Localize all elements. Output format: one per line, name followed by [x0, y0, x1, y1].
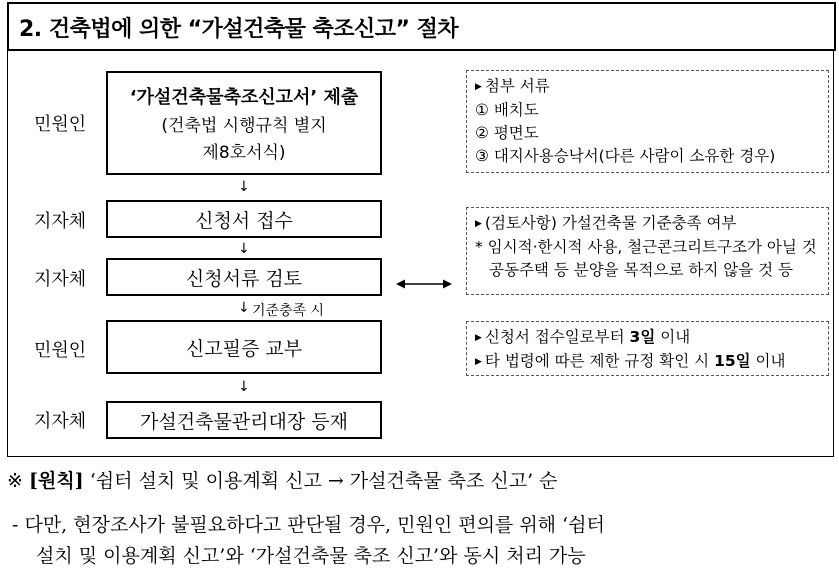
note-review-line-2: 공동주택 등 분양을 목적으로 하지 않을 것 등 [489, 261, 794, 279]
step-register-label: 가설건축물관리대장 등재 [140, 410, 348, 433]
step-receive-application [106, 200, 382, 238]
note-attachments-heading: 첨부 서류 [484, 77, 550, 95]
title-box [7, 2, 836, 51]
principle-label: [원칙] [28, 470, 84, 492]
step-submit-title: ‘가설건축물축조신고서’ 제출 [129, 87, 359, 108]
down-arrow-2: ↓ [238, 241, 250, 257]
deadline-2-prefix: 타 법령에 따른 제한 규정 확인 시 [484, 352, 715, 370]
note-review-heading: (검토사항) 가설건축물 기준충족 여부 [484, 214, 737, 232]
actor-label-applicant-1: 민원인 [34, 114, 87, 135]
double-arrow-icon [396, 277, 452, 291]
note-attachments-heading-row [475, 75, 820, 99]
step-submit-law-ref: (건축법 시행규칙 별지 [161, 116, 327, 136]
step-review-label: 신청서류 검토 [185, 267, 303, 290]
actor-label-local-gov-1: 지자체 [34, 211, 87, 232]
step-issue-certificate [106, 320, 382, 374]
actor-label-local-gov-2: 지자체 [34, 269, 87, 290]
page-title: 2. 건축법에 의한 “가설건축물 축조신고” 절차 [19, 17, 459, 42]
deadline-1-days: 3일 [629, 328, 656, 346]
deadline-2-suffix: 이내 [750, 352, 786, 370]
exception-note-line-1: - 다만, 현장조사가 불필요하다고 판단될 경우, 민원인 편의를 위해 ‘쉼터 [12, 514, 605, 536]
triangle-marker-icon: ▶ [475, 333, 482, 343]
triangle-marker-icon: ▶ [475, 82, 482, 92]
note-review-heading-row [475, 212, 820, 236]
deadline-1-prefix: 신청서 접수일로부터 [484, 328, 630, 346]
deadline-row-1 [475, 326, 820, 350]
triangle-marker-icon: ▶ [475, 219, 482, 229]
step-receive-label: 신청서 접수 [195, 209, 293, 232]
down-arrow-3: ↓ [238, 300, 250, 316]
deadline-2-days: 15일 [714, 352, 751, 370]
conditional-label: 기준충족 시 [252, 303, 325, 319]
attachment-item-2: ② 평면도 [475, 124, 539, 142]
actor-label-applicant-2: 민원인 [34, 340, 87, 361]
triangle-marker-icon: ▶ [475, 357, 482, 367]
step-review-documents [106, 258, 382, 296]
attachment-item-1: ① 배치도 [475, 101, 539, 119]
principle-text: ‘쉼터 설치 및 이용계획 신고 → 가설건축물 축조 신고’ 순 [83, 470, 558, 492]
attachment-item-3: ③ 대지사용승낙서(다른 사람이 소유한 경우) [475, 147, 776, 165]
down-arrow-1: ↓ [238, 179, 250, 195]
exception-note-line-2: 설치 및 이용계획 신고’와 ‘가설건축물 축조 신고’와 동시 처리 가능 [36, 545, 586, 567]
principle-mark: ※ [7, 470, 29, 492]
note-review-criteria [466, 207, 829, 295]
step-issue-label: 신고필증 교부 [185, 337, 303, 360]
step-submit-form-ref: 제8호서식) [202, 143, 286, 163]
down-arrow-4: ↓ [238, 379, 250, 395]
deadline-row-2 [475, 350, 820, 374]
step-register-ledger [106, 401, 382, 439]
note-deadlines [466, 321, 829, 376]
note-review-line-1: * 임시적·한시적 사용, 철근콘크리트구조가 아닐 것 [475, 238, 817, 256]
actor-label-local-gov-3: 지자체 [34, 411, 87, 432]
principle-note [7, 466, 558, 493]
step-submit-application [106, 71, 382, 175]
deadline-1-suffix: 이내 [655, 328, 691, 346]
note-attachments [466, 70, 829, 173]
